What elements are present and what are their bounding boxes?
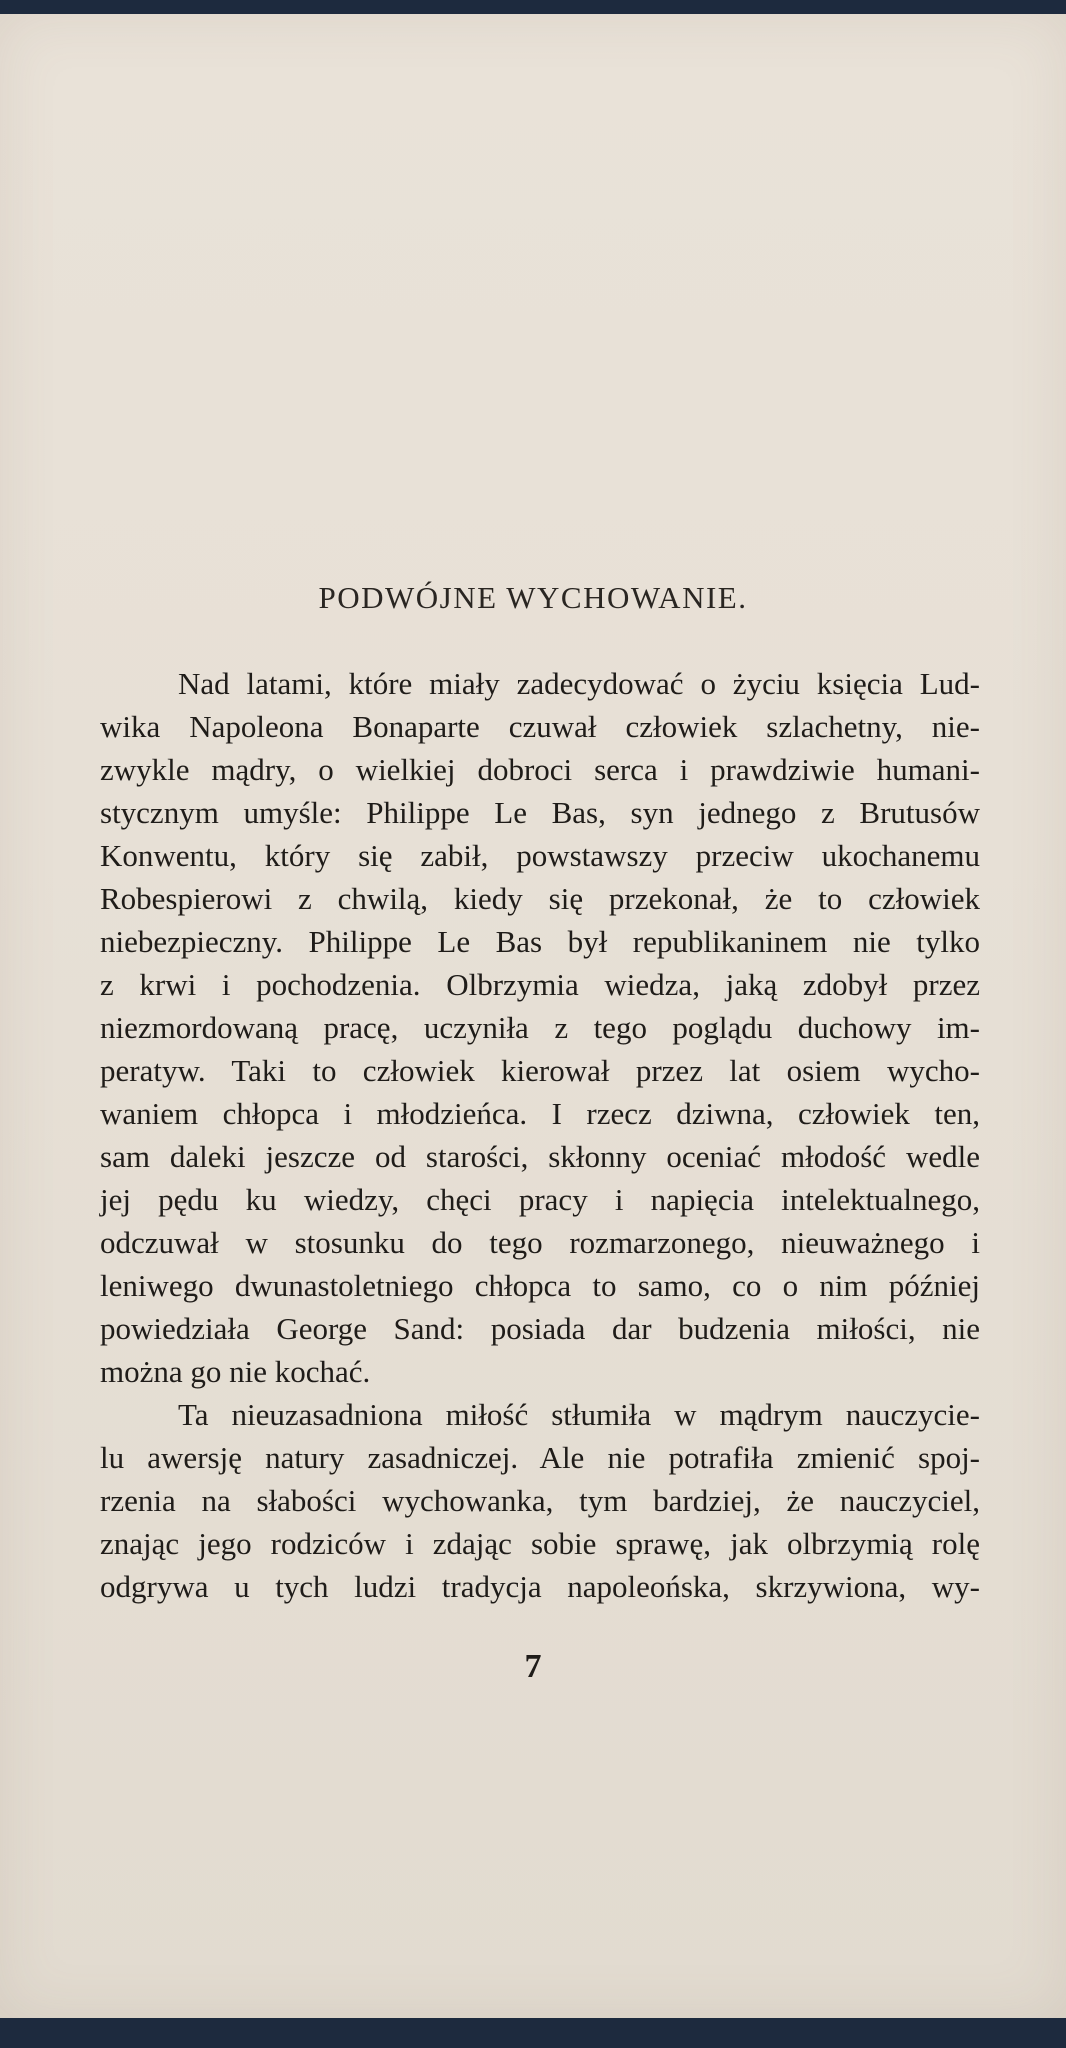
text-line: jej pędu ku wiedzy, chęci pracy i napięcia intelektualnego, [100, 1182, 980, 1217]
text-line: znając jego rodziców i zdając sobie sprawę, jak olbrzymią rolę [100, 1526, 980, 1561]
text-line: Ta nieuzasadniona miłość stłumiła w mądrym nauczycie- [178, 1397, 980, 1432]
text-line: rzenia na słabości wychowanka, tym bardziej, że nauczyciel, [100, 1483, 980, 1518]
text-line: powiedziała George Sand: posiada dar budzenia miłości, nie [100, 1311, 980, 1346]
text-line: z krwi i pochodzenia. Olbrzymia wiedza, jaką zdobył przez [100, 967, 980, 1002]
text-line: odczuwał w stosunku do tego rozmarzonego, nieuważnego i [100, 1225, 980, 1260]
text-line: niebezpieczny. Philippe Le Bas był republikaninem nie tylko [100, 924, 980, 959]
text-line: lu awersję natury zasadniczej. Ale nie potrafiła zmienić spoj- [100, 1440, 980, 1475]
text-line: Nad latami, które miały zadecydować o życiu księcia Lud- [178, 666, 980, 701]
text-line: peratyw. Taki to człowiek kierował przez lat osiem wycho- [100, 1053, 980, 1088]
text-line: zwykle mądry, o wielkiej dobroci serca i prawdziwie humani- [100, 752, 980, 787]
text-line: Robespierowi z chwilą, kiedy się przekonał, że to człowiek [100, 881, 980, 916]
text-line: stycznym umyśle: Philippe Le Bas, syn jednego z Brutusów [100, 795, 980, 830]
text-line: Konwentu, który się zabił, powstawszy przeciw ukochanemu [100, 838, 980, 873]
page-number: 7 [524, 1648, 542, 1685]
text-line: można go nie kochać. [100, 1354, 371, 1389]
text-line: niezmordowaną pracę, uczyniła z tego poglądu duchowy im- [100, 1010, 980, 1045]
text-line: odgrywa u tych ludzi tradycja napoleońska, skrzywiona, wy- [100, 1569, 980, 1604]
text-line: sam daleki jeszcze od starości, skłonny oceniać młodość wedle [100, 1139, 980, 1174]
text-line: leniwego dwunastoletniego chłopca to samo, co o nim później [100, 1268, 980, 1303]
book-page [0, 14, 1066, 2018]
chapter-heading: PODWÓJNE WYCHOWANIE. [318, 580, 748, 615]
text-line: wika Napoleona Bonaparte czuwał człowiek szlachetny, nie- [100, 709, 980, 744]
text-line: waniem chłopca i młodzieńca. I rzecz dziwna, człowiek ten, [100, 1096, 980, 1131]
